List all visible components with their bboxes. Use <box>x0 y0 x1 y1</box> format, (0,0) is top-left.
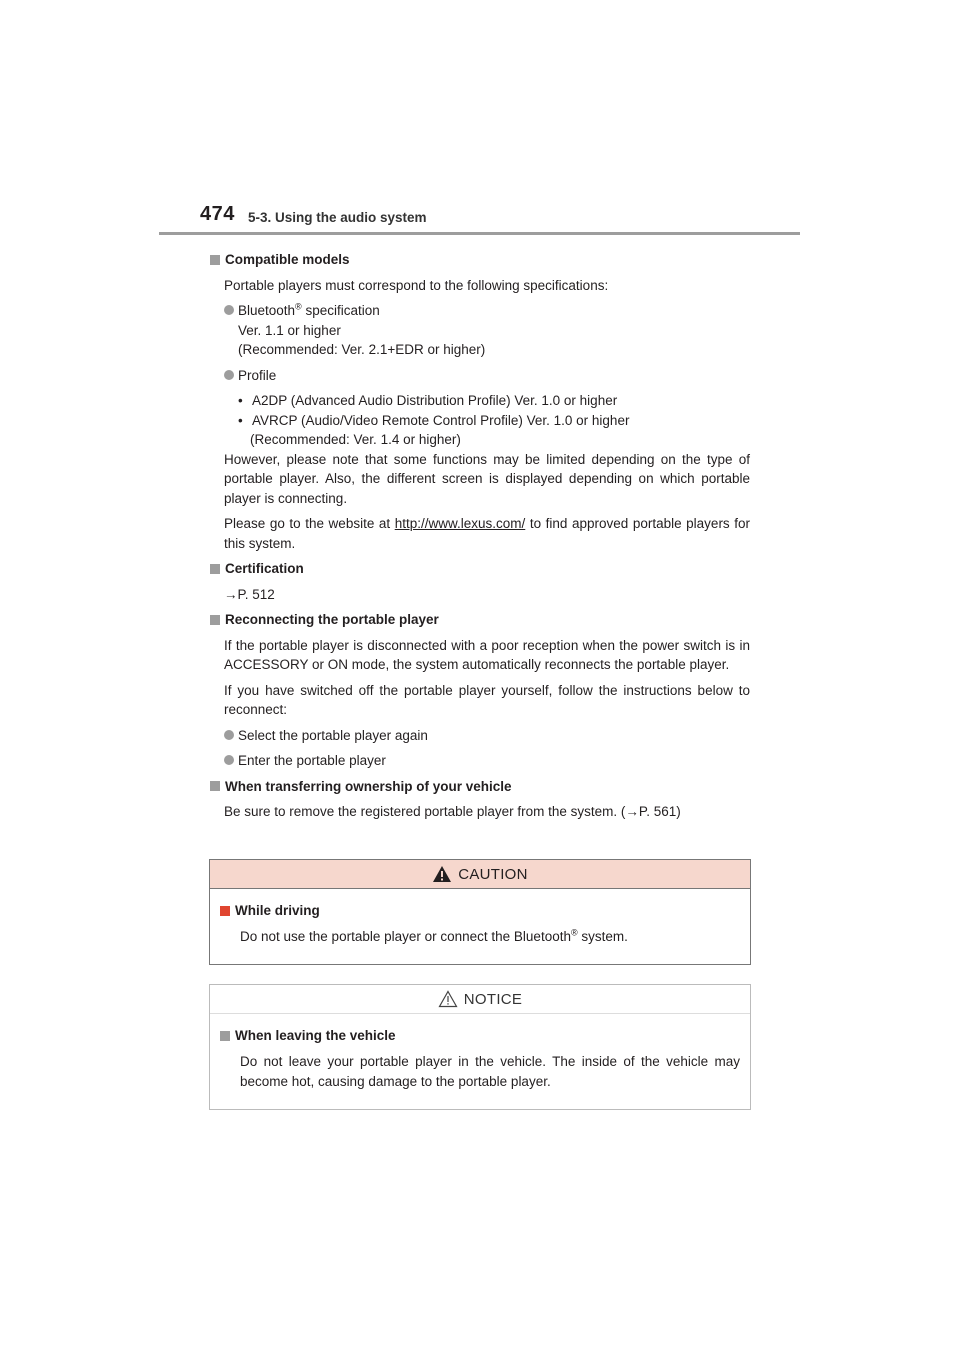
section-title: 5-3. Using the audio system <box>248 210 427 225</box>
caution-heading: While driving <box>220 901 740 921</box>
certification-reference: →P. 512 <box>224 586 275 602</box>
square-bullet-icon <box>220 906 230 916</box>
main-content <box>210 244 750 822</box>
bluetooth-version: Ver. 1.1 or higher <box>238 322 341 338</box>
heading-ownership: When transferring ownership of your vehicle <box>210 777 750 797</box>
profile-avrcp: • AVRCP (Audio/Video Remote Control Profile) Ver. 1.0 or higher <box>238 412 630 428</box>
caution-text: Do not use the portable player or connect the Bluetooth® system. <box>240 927 628 944</box>
circle-bullet-icon <box>224 370 234 380</box>
notice-triangle-icon <box>438 990 458 1008</box>
profile-a2dp: • A2DP (Advanced Audio Distribution Profile) Ver. 1.0 or higher <box>238 393 618 408</box>
square-bullet-icon <box>210 781 220 791</box>
bullet-bluetooth-spec: Bluetooth® specification Ver. 1.1 or higher (Recommended: Ver. 2.1+EDR or higher) <box>224 301 750 360</box>
circle-bullet-icon <box>224 755 234 765</box>
bullet-profile: Profile <box>224 366 750 386</box>
square-bullet-icon <box>210 564 220 574</box>
notice-body <box>210 1014 750 1092</box>
compatible-note: However, please note that some functions may be limited depending on the type of portable player. Also, the different screen is displayed depending on which portable player is connecting. <box>224 451 750 506</box>
notice-text: Do not leave your portable player in the vehicle. The inside of the vehicle may become hot, causing damage to the portable player. <box>240 1054 740 1089</box>
reconnecting-para1: If the portable player is disconnected with a poor reception when the power switch is in ACCESSORY or ON mode, the system automatically reconnects the portable player. <box>224 637 750 672</box>
profile-avrcp-recommended: (Recommended: Ver. 1.4 or higher) <box>250 432 461 447</box>
caution-header: CAUTION <box>210 860 750 889</box>
reconnect-step-2: Enter the portable player <box>224 751 750 771</box>
notice-box <box>209 984 751 1110</box>
heading-reconnecting: Reconnecting the portable player <box>210 610 750 630</box>
page-header <box>200 203 800 235</box>
warning-triangle-icon <box>432 865 452 883</box>
circle-bullet-icon <box>224 305 234 315</box>
square-bullet-icon <box>210 255 220 265</box>
header-rule <box>159 232 800 235</box>
square-bullet-icon <box>220 1031 230 1041</box>
caution-body <box>210 889 750 947</box>
caution-box <box>209 859 751 965</box>
heading-compatible-models: Compatible models <box>210 250 750 270</box>
lexus-website-link[interactable]: http://www.lexus.com/ <box>394 516 526 531</box>
ownership-text: Be sure to remove the registered portable player from the system. (→P. 561) <box>224 804 681 819</box>
bluetooth-recommended: (Recommended: Ver. 2.1+EDR or higher) <box>238 342 486 357</box>
page-number: 474 <box>200 203 235 225</box>
notice-header: NOTICE <box>210 985 750 1014</box>
circle-bullet-icon <box>224 730 234 740</box>
reconnect-step-1: Select the portable player again <box>224 726 750 746</box>
compatible-intro: Portable players must correspond to the following specifications: <box>224 277 609 293</box>
reconnecting-para2: If you have switched off the portable player yourself, follow the instructions below to reconnect: <box>224 682 750 717</box>
compatible-website: Please go to the website at http://www.lexus.com/ to find approved portable players for this system. <box>224 516 750 551</box>
heading-certification: Certification <box>210 559 750 579</box>
square-bullet-icon <box>210 615 220 625</box>
notice-heading: When leaving the vehicle <box>220 1026 740 1046</box>
